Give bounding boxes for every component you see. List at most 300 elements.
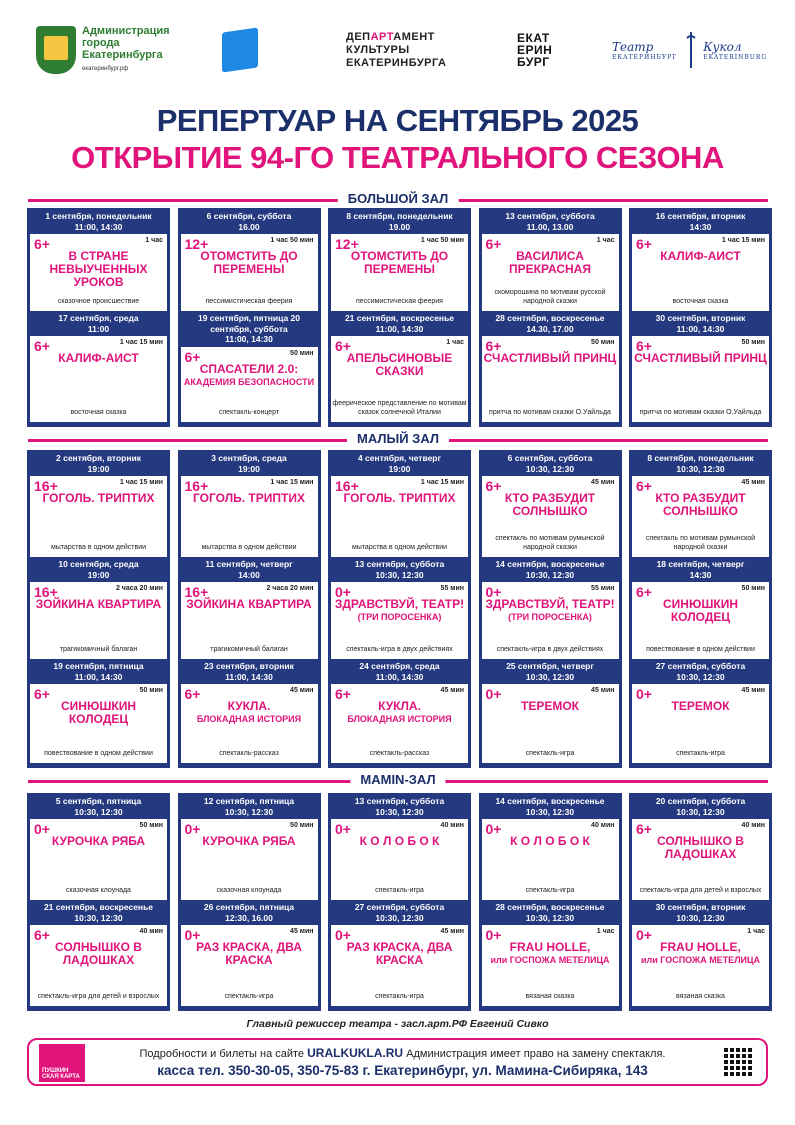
performance-title-main: СОЛНЫШКО В ЛАДОШКАХ (55, 940, 142, 967)
performance-title (632, 352, 769, 365)
performance-time: 10:30, 12:30 (74, 806, 123, 817)
performance-time: 19:00 (87, 463, 110, 474)
performance-description: вязаная сказка (676, 992, 725, 1000)
age-rating: 6+ (636, 236, 652, 252)
performance-slot[interactable] (482, 211, 619, 313)
performance-title-main: ОТОМСТИТЬ ДО ПЕРЕМЕНЫ (200, 249, 298, 276)
duration: 40 мин (591, 822, 615, 829)
performance-description: сказочная клоунада (216, 886, 282, 894)
footer-info-suffix: Администрация имеет право на замену спектакля. (403, 1048, 666, 1060)
duration: 50 мин (591, 339, 615, 346)
performance-slot[interactable] (632, 661, 769, 765)
performance-description: спектакль-рассказ (369, 749, 430, 757)
performance-title-main: ВАСИЛИСА ПРЕКРАСНАЯ (509, 249, 591, 276)
age-rating: 0+ (335, 927, 351, 943)
performance-info (632, 582, 769, 659)
footer-contacts: касса тел. 350-30-05, 350-75-83 г. Екатеринбург, ул. Мамина-Сибиряка, 143 (157, 1063, 648, 1078)
city-crest-icon (36, 26, 76, 74)
performance-title-main: КАЛИФ-АИСТ (58, 351, 139, 365)
performance-time: 10:30, 12:30 (676, 463, 725, 474)
performance-description: спектакль-концерт (218, 408, 280, 416)
duration: 50 мин (290, 822, 314, 829)
performance-title-main: КУКЛА. (378, 699, 421, 713)
performance-info (331, 925, 468, 1006)
performance-description: притча по мотивам сказки О.Уайльда (489, 408, 611, 416)
duration: 1 час 15 мин (119, 339, 163, 346)
performance-description: трагикомичный балаган (210, 645, 288, 653)
performance-date: 3 сентября, среда (211, 453, 287, 463)
performance-time: 11:00 (87, 323, 110, 334)
performance-slot[interactable] (632, 313, 769, 424)
performance-description: спектакль-игра (375, 992, 424, 1000)
schedule-column (27, 793, 170, 1011)
performance-description: вязаная сказка (525, 992, 575, 1000)
performance-slot[interactable] (482, 902, 619, 1008)
age-rating: 6+ (636, 821, 652, 837)
schedule-column (328, 450, 471, 768)
performance-slot[interactable] (482, 559, 619, 661)
admin-line3: Екатеринбурга (82, 49, 163, 61)
duration: 50 мин (741, 339, 765, 346)
performance-description: пессимистическая феерия (205, 297, 293, 305)
duration: 1 час (747, 928, 765, 935)
schedule-column (178, 793, 321, 1011)
performance-title-main: КУРОЧКА РЯБА (51, 834, 146, 848)
schedule-column (479, 208, 622, 427)
hall-name: MAMIN-ЗАЛ (350, 772, 445, 787)
schedule-column (629, 793, 772, 1011)
performance-title (482, 492, 619, 518)
performance-time: 10:30, 12:30 (676, 806, 725, 817)
performance-title-sub: (ТРИ ПОРОСЕНКА) (357, 612, 442, 622)
performance-title-main: СИНЮШКИН КОЛОДЕЦ (662, 597, 738, 624)
performance-date: 5 сентября, пятница (55, 796, 142, 806)
performance-title (181, 700, 318, 726)
performance-date: 13 сентября, суббота (505, 211, 595, 221)
duration: 2 часа 20 мин (115, 585, 163, 592)
performance-info (331, 336, 468, 422)
performance-description: спектакль-игра (224, 992, 274, 1000)
age-rating: 6+ (34, 927, 50, 943)
performance-description: скоморошина по мотивам русской народной сказки (494, 289, 606, 305)
schedule-column (178, 208, 321, 427)
age-rating: 6+ (636, 584, 652, 600)
performance-title-main: СЧАСТЛИВЫЙ ПРИНЦ (483, 351, 617, 365)
performance-slot[interactable] (331, 559, 468, 661)
footer-info-prefix: Подробности и билеты на сайте (139, 1048, 308, 1060)
footer-box (27, 1038, 768, 1086)
performance-date: 8 сентября, понедельник (346, 211, 453, 221)
admin-logo (36, 22, 170, 78)
performance-title (30, 835, 167, 848)
theatre-right: Кукол (703, 39, 742, 54)
performance-slot[interactable] (30, 211, 167, 313)
performance-info (181, 925, 318, 1006)
age-rating: 0+ (636, 686, 652, 702)
theatre-left: Театр (612, 39, 654, 54)
performance-date: 26 сентября, пятница (203, 902, 295, 912)
performance-slot[interactable] (30, 453, 167, 559)
performance-title (30, 598, 167, 611)
performance-time: 11:00, 14:30 (375, 671, 424, 682)
page-title: РЕПЕРТУАР НА СЕНТЯБРЬ 2025 (156, 103, 639, 138)
performance-title (482, 250, 619, 276)
performance-title-main: СИНЮШКИН КОЛОДЕЦ (60, 699, 136, 726)
performance-date: 20 сентября, суббота (655, 796, 746, 806)
performance-info (181, 582, 318, 659)
performance-title (181, 363, 318, 389)
performance-title (30, 700, 167, 726)
national-project-logo (222, 22, 258, 78)
performance-info (632, 336, 769, 422)
duration: 1 час 15 мин (119, 479, 163, 486)
performance-info (181, 819, 318, 900)
performance-date: 14 сентября, воскресенье (495, 796, 605, 806)
performance-title (632, 492, 769, 518)
performance-slot[interactable] (482, 453, 619, 559)
performance-info (181, 476, 318, 557)
performance-title-main: КУРОЧКА РЯБА (202, 834, 296, 848)
schedule-column (178, 450, 321, 768)
performance-info (482, 684, 619, 763)
age-rating: 0+ (335, 584, 351, 600)
performance-title (181, 941, 318, 967)
culture-department-logo (346, 22, 447, 78)
performance-title-main: КАЛИФ-АИСТ (660, 249, 741, 263)
performance-date: 30 сентября, вторник (655, 313, 746, 323)
performance-time: 10:30, 12:30 (375, 569, 424, 580)
performance-slot[interactable] (331, 313, 468, 424)
duration: 45 мин (591, 687, 615, 694)
dep-line3: ЕКАТЕРИНБУРГА (346, 56, 447, 69)
duration: 40 мин (139, 928, 163, 935)
performance-info (30, 476, 167, 557)
performance-title-main: СЧАСТЛИВЫЙ ПРИНЦ (634, 351, 767, 365)
performance-title (30, 941, 167, 967)
performance-title-sub: или ГОСПОЖА МЕТЕЛИЦА (640, 955, 761, 965)
schedule-column (27, 208, 170, 427)
performance-date: 27 сентября, суббота (354, 902, 445, 912)
age-rating: 0+ (184, 821, 201, 837)
age-rating: 0+ (485, 584, 502, 600)
performance-info (482, 234, 619, 311)
performance-date: 21 сентября, воскресенье (43, 902, 154, 912)
hall-header (28, 193, 768, 207)
schedule-grid (27, 793, 768, 1011)
performance-slot[interactable] (482, 796, 619, 902)
performance-slot[interactable] (181, 559, 318, 661)
performance-time: 19:00 (238, 463, 260, 474)
performance-info (632, 925, 769, 1006)
duration: 50 мин (290, 349, 314, 357)
performance-date: 19 сентября, пятница 20 сентября, суббота (197, 313, 301, 334)
performance-date: 28 сентября, воскресенье (495, 902, 605, 912)
performance-description: спектакль по мотивам румынской народной сказки (495, 535, 605, 551)
duration: 1 час (596, 928, 615, 935)
performance-date: 17 сентября, среда (58, 313, 139, 323)
performance-description: спектакль-игра в двух действиях (346, 645, 453, 653)
performance-title-main: АПЕЛЬСИНОВЫЕ СКАЗКИ (346, 351, 453, 378)
age-rating: 16+ (184, 584, 209, 600)
performance-info (181, 234, 318, 311)
hall-header (28, 433, 768, 447)
hall-name: БОЛЬШОЙ ЗАЛ (338, 191, 459, 206)
performance-title-main: К О Л О Б О К (359, 834, 440, 848)
performance-date: 16 сентября, вторник (655, 211, 746, 221)
theatre-sub-right: EKATERINBURG (703, 53, 768, 61)
age-rating: 0+ (636, 927, 652, 943)
age-rating: 16+ (335, 478, 359, 494)
duration: 45 мин (290, 928, 314, 935)
age-rating: 6+ (335, 338, 351, 354)
performance-date: 30 сентября, вторник (655, 902, 746, 912)
performance-time: 11:00, 14:30 (225, 671, 273, 682)
puppet-figure-icon (685, 30, 697, 70)
performance-info (482, 582, 619, 659)
performance-info (181, 347, 318, 423)
performance-date: 6 сентября, суббота (206, 211, 292, 221)
performance-info (632, 476, 769, 557)
performance-slot[interactable] (30, 796, 167, 902)
hall-name: МАЛЫЙ ЗАЛ (347, 431, 449, 446)
performance-slot[interactable] (632, 902, 769, 1008)
performance-slot[interactable] (331, 661, 468, 765)
performance-info (482, 476, 619, 557)
age-rating: 16+ (184, 478, 209, 494)
performance-time: 10:30, 12:30 (525, 671, 575, 682)
performance-description: спектакль-игра в двух действиях (496, 645, 604, 653)
duration: 50 мин (139, 687, 163, 694)
performance-description: феерическое представление по мотивам сказок солнечной Италии (332, 400, 467, 416)
footer-site-link[interactable]: URALKUKLA.RU (307, 1046, 404, 1060)
performance-slot[interactable] (181, 211, 318, 313)
performance-title-main: РАЗ КРАСКА, ДВА КРАСКА (346, 940, 453, 967)
performance-date: 28 сентября, воскресенье (495, 313, 605, 323)
performance-slot[interactable] (331, 796, 468, 902)
pushkin-card-logo (39, 1044, 85, 1082)
performance-title (331, 250, 468, 276)
performance-time: 10:30, 12:30 (525, 912, 575, 923)
performance-slot[interactable] (181, 796, 318, 902)
performance-date: 23 сентября, вторник (204, 661, 294, 671)
performance-title (331, 941, 468, 967)
performance-time: 14.30, 17.00 (526, 323, 574, 334)
performance-time: 11:00, 14:30 (676, 323, 725, 334)
performance-title-main: ЗДРАВСТВУЙ, ТЕАТР! (334, 597, 465, 611)
performance-info (331, 234, 468, 311)
age-rating: 16+ (34, 584, 58, 600)
duration: 45 мин (290, 687, 314, 694)
performance-title (482, 598, 619, 624)
performance-slot[interactable] (30, 661, 167, 765)
qr-code-icon[interactable] (722, 1046, 752, 1076)
performance-title-main: ЗОЙКИНА КВАРТИРА (35, 597, 162, 611)
performance-title (632, 941, 769, 967)
performance-title (331, 700, 468, 726)
performance-info (331, 582, 468, 659)
performance-slot[interactable] (331, 902, 468, 1008)
performance-description: спектакль-игра (525, 749, 575, 757)
performance-info (632, 684, 769, 763)
age-rating: 12+ (184, 236, 209, 252)
performance-time: 19:00 (87, 569, 110, 580)
performance-title-sub: БЛОКАДНАЯ ИСТОРИЯ (196, 714, 302, 724)
dep-line1c: АМЕНТ (393, 30, 435, 43)
performance-time: 14:30 (689, 569, 712, 580)
performance-description: спектакль-игра (525, 886, 575, 894)
ekb-line3: БУРГ (517, 55, 550, 69)
performance-title (331, 835, 468, 848)
performance-time: 10:30, 12:30 (224, 806, 274, 817)
performance-date: 6 сентября, суббота (507, 453, 593, 463)
performance-slot[interactable] (632, 796, 769, 902)
performance-slot[interactable] (482, 661, 619, 765)
performance-date: 2 сентября, вторник (56, 453, 141, 463)
performance-info (331, 819, 468, 900)
performance-title (331, 492, 468, 505)
performance-slot[interactable] (632, 211, 769, 313)
performance-info (632, 234, 769, 311)
performance-slot[interactable] (181, 661, 318, 765)
performance-description: сказочное происшествие (57, 297, 140, 305)
performance-date: 19 сентября, пятница (53, 661, 144, 671)
duration: 1 час 50 мин (420, 237, 464, 244)
age-rating: 0+ (184, 927, 201, 943)
age-rating: 0+ (34, 821, 50, 837)
performance-info (181, 684, 318, 763)
performance-time: 10:30, 12:30 (74, 912, 123, 923)
performance-date: 8 сентября, понедельник (647, 453, 754, 463)
duration: 1 час (446, 339, 464, 346)
performance-time: 11:00, 14:30 (74, 671, 123, 682)
schedule-column (328, 208, 471, 427)
performance-title-main: К О Л О Б О К (510, 834, 590, 848)
admin-site: екатеринбург.рф (82, 66, 129, 72)
performance-info (30, 819, 167, 900)
performance-title-sub: БЛОКАДНАЯ ИСТОРИЯ (347, 714, 452, 724)
theatre-sub-left: ЕКАТЕРИНБУРГ (612, 53, 678, 61)
performance-date: 13 сентября, суббота (354, 559, 445, 569)
age-rating: 12+ (335, 236, 359, 252)
performance-date: 11 сентября, четверг (205, 559, 293, 569)
performance-title (482, 941, 619, 967)
puppet-theatre-logo (612, 22, 767, 78)
performance-date: 27 сентября, суббота (655, 661, 746, 671)
schedule-column (629, 208, 772, 427)
ekb-line2: ЕРИН (517, 43, 553, 57)
ekaterinburg-logo (517, 22, 552, 78)
footer-info (99, 1046, 706, 1060)
performance-slot[interactable] (331, 453, 468, 559)
performance-time: 10:30, 12:30 (525, 569, 575, 580)
performance-time: 10:30, 12:30 (525, 806, 575, 817)
schedule-grid (27, 208, 768, 427)
performance-time: 11.00, 13.00 (526, 221, 574, 232)
dep-line1b: АРТ (370, 30, 394, 43)
performance-slot[interactable] (181, 313, 318, 424)
performance-description: трагикомичный балаган (59, 645, 138, 653)
performance-info (331, 476, 468, 557)
performance-title (482, 835, 619, 848)
age-rating: 6+ (636, 478, 652, 494)
performance-date: 1 сентября, понедельник (45, 211, 152, 221)
performance-date: 24 сентября, среда (359, 661, 440, 671)
performance-time: 10:30, 12:30 (676, 671, 725, 682)
performance-description: притча по мотивам сказки О.Уайльда (639, 408, 762, 416)
performance-slot[interactable] (632, 453, 769, 559)
duration: 45 мин (440, 928, 464, 935)
performance-description: повествование в одном действии (44, 749, 153, 757)
age-rating: 6+ (184, 686, 201, 702)
performance-title-main: ЗОЙКИНА КВАРТИРА (186, 597, 312, 611)
performance-title-main: ТЕРЕМОК (671, 699, 730, 713)
performance-description: спектакль-рассказ (219, 749, 279, 757)
duration: 1 час 50 мин (270, 237, 314, 244)
performance-title (632, 598, 769, 624)
performance-title-main: КУКЛА. (227, 699, 271, 713)
schedule-column (479, 793, 622, 1011)
performance-title (181, 492, 318, 505)
performance-slot[interactable] (30, 559, 167, 661)
performance-date: 14 сентября, воскресенье (495, 559, 605, 569)
performance-description: спектакль-игра для детей и взрослых (639, 886, 762, 894)
performance-slot[interactable] (30, 313, 167, 424)
performance-slot[interactable] (30, 902, 167, 1008)
performance-title (30, 250, 167, 289)
performance-title-main: В СТРАНЕ НЕВЫУЧЕННЫХ УРОКОВ (49, 249, 148, 289)
ekb-line1: ЕКАТ (517, 31, 550, 45)
performance-info (482, 925, 619, 1006)
performance-slot[interactable] (482, 313, 619, 424)
performance-time: 12:30, 16.00 (225, 912, 273, 923)
age-rating: 6+ (34, 686, 50, 702)
performance-title-main: ГОГОЛЬ. ТРИПТИХ (193, 491, 305, 505)
performance-info (632, 819, 769, 900)
performance-date: 13 сентября, суббота (354, 796, 445, 806)
performance-slot[interactable] (632, 559, 769, 661)
performance-description: спектакль-игра (375, 886, 424, 894)
performance-title-main: FRAU HOLLE, (660, 940, 741, 954)
performance-info (30, 336, 167, 422)
age-rating: 0+ (335, 821, 351, 837)
age-rating: 6+ (335, 686, 351, 702)
age-rating: 6+ (34, 338, 50, 354)
schedule-grid (27, 450, 768, 768)
performance-slot[interactable] (181, 902, 318, 1008)
schedule-column (328, 793, 471, 1011)
schedule-column (27, 450, 170, 768)
performance-description: мытарства в одном действии (351, 543, 448, 551)
duration: 40 мин (741, 822, 765, 829)
performance-date: 12 сентября, пятница (203, 796, 295, 806)
performance-description: мытарства в одном действии (201, 543, 297, 551)
age-rating: 0+ (485, 686, 502, 702)
performance-time: 10:30, 12:30 (375, 912, 424, 923)
performance-title (181, 250, 318, 276)
performance-slot[interactable] (331, 211, 468, 313)
schedule-column (629, 450, 772, 768)
duration: 45 мин (741, 687, 765, 694)
performance-description: мытарства в одном действии (50, 543, 147, 551)
performance-description: спектакль-игра для детей и взрослых (37, 992, 160, 1000)
duration: 2 часа 20 мин (266, 585, 314, 592)
duration: 50 мин (139, 822, 163, 829)
performance-title-main: КТО РАЗБУДИТ СОЛНЫШКО (655, 491, 746, 518)
performance-time: 14:30 (689, 221, 712, 232)
performance-slot[interactable] (181, 453, 318, 559)
national-project-badge-icon (222, 27, 258, 72)
performance-time: 19:00 (388, 463, 411, 474)
